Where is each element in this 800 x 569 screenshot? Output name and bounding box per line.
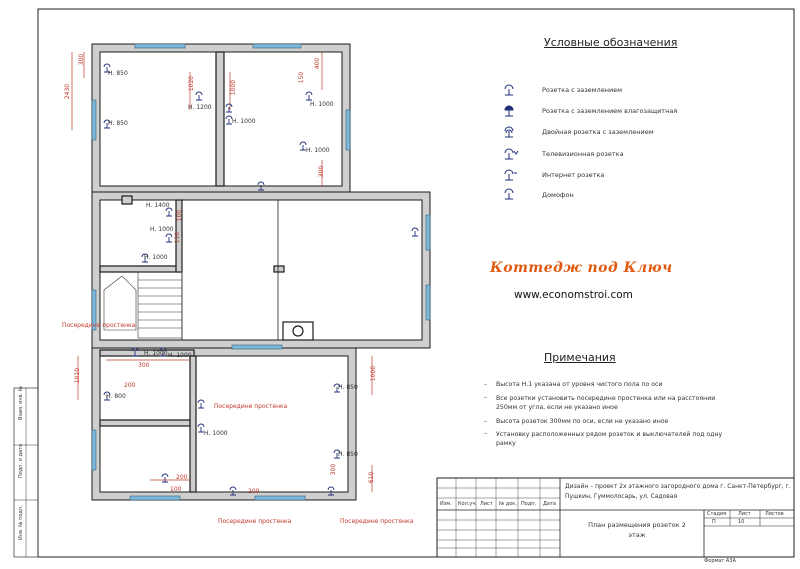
side-stamp-label: Подп. и дата — [18, 443, 24, 478]
dimension-label: 2430 — [64, 83, 72, 100]
height-label: Н. 1000 — [150, 226, 174, 233]
dimension-label: 100 — [176, 209, 184, 222]
height-label: Н. 850 — [108, 120, 128, 127]
height-label: Н. 850 — [338, 384, 358, 391]
note-item: Высота розеток 300мм по оси, если не указано иное — [496, 418, 669, 425]
height-label: Н. 1000 — [144, 254, 168, 261]
note-bullet: – — [484, 418, 488, 425]
dimension-label: 300 — [78, 53, 86, 66]
legend-item-label: Домофон — [542, 191, 574, 199]
sheet-number: 10 — [738, 519, 745, 525]
legend-item-label: Телевизионная розетка — [542, 150, 624, 158]
dimension-label: 300 — [318, 165, 326, 178]
callout-label: Посередине простенка — [218, 518, 292, 525]
height-label: Н. 850 — [108, 70, 128, 77]
legend-item-label: Интернет розетка — [542, 171, 605, 179]
internet-socket-icon — [505, 170, 517, 180]
dimension-label: 110 — [174, 231, 182, 244]
note-bullet: – — [484, 394, 488, 401]
sheet-header: Лист — [738, 511, 751, 517]
note-item: Все розетки установить посередине простенка или на расстоянии 250мм от угла, если не указано иное — [496, 395, 716, 411]
notes-title: Примечания — [544, 351, 616, 364]
note-bullet: – — [484, 381, 488, 388]
dimension-label: 150 — [298, 71, 306, 84]
dimension-label: 100 — [170, 486, 182, 493]
dimension-label: 300 — [138, 362, 150, 369]
plan-sockets — [104, 64, 418, 495]
sheet-title: План размещения розеток 2 этаж — [588, 521, 686, 539]
dimension-label: 1000 — [370, 365, 378, 382]
dimension-label: 400 — [314, 57, 322, 70]
revision-header: Кол.уч. — [458, 501, 477, 507]
revision-header: Изм. — [440, 501, 452, 507]
height-label: Н. 1000 — [204, 430, 228, 437]
legend-item-label: Розетка с заземлением влагозащитная — [542, 107, 678, 115]
height-label: Н. 850 — [338, 451, 358, 458]
dimension-label: 200 — [176, 474, 188, 481]
revision-header: Подп. — [521, 501, 537, 507]
revision-header: № док. — [499, 501, 517, 507]
height-label: Н. 1000 — [168, 352, 192, 359]
height-label: Н. 1000 — [306, 147, 330, 154]
project-title: Дизайн – проект 2х этажного загородного дома г. Санкт-Петербург, г. Пушкин, Гуммолосарь, ул. Садовая — [565, 483, 791, 500]
sheet-frame — [38, 9, 794, 557]
stage-value: П — [712, 519, 716, 525]
format-label: Формат А3А — [704, 558, 736, 564]
legend-symbols — [505, 85, 518, 199]
callout-label: Посередине простенка — [214, 403, 288, 410]
legend-title: Условные обозначения — [544, 36, 678, 49]
dimension-label: 1010 — [74, 367, 82, 384]
dimension-label: 200 — [124, 382, 136, 389]
height-label: Н. 1200 — [188, 104, 212, 111]
sheets-header: Листов — [765, 511, 784, 517]
brand-website[interactable]: www.economstroi.com — [514, 289, 633, 301]
height-label: Н. 1400 — [146, 202, 170, 209]
dimension-label: 1000 — [230, 79, 238, 96]
note-item: Высота Н.1 указана от уровня чистого пола по оси — [496, 381, 663, 388]
socket-grounded-icon — [505, 85, 513, 95]
legend-item-label: Розетка с заземлением — [542, 86, 623, 94]
socket-grounded-waterproof-icon — [505, 110, 513, 116]
height-label: Н. 1000 — [144, 350, 168, 357]
callout-label: Посередине простенка — [62, 322, 136, 329]
brand-name: Коттедж под Ключ — [490, 260, 673, 276]
side-stamp-label: Взам. инв. № — [18, 386, 24, 420]
legend-item-label: Двойная розетка с заземлением — [542, 128, 654, 136]
side-stamp-label: Инв. № подл. — [18, 505, 24, 540]
dimension-label: 300 — [330, 463, 338, 476]
stage-header: Стадия — [707, 511, 727, 517]
tv-socket-icon — [505, 149, 518, 159]
callout-label: Посередине простенка — [340, 518, 414, 525]
double-socket-grounded-icon — [505, 127, 513, 137]
dimension-label: 610 — [368, 471, 376, 484]
partitions — [100, 52, 313, 492]
dimension-label: 200 — [248, 488, 260, 495]
note-bullet: – — [484, 430, 488, 437]
revision-header: Лист — [480, 501, 493, 507]
dimension-label: 1020 — [188, 75, 196, 92]
revision-header: Дата — [543, 501, 556, 507]
height-label: Н. 1000 — [232, 118, 256, 125]
note-item: Установку расположенных рядом розеток и выключателей под одну рамку — [496, 431, 723, 447]
intercom-icon — [505, 189, 513, 199]
height-label: Н. 1000 — [310, 101, 334, 108]
height-label: Н. 800 — [106, 393, 126, 400]
